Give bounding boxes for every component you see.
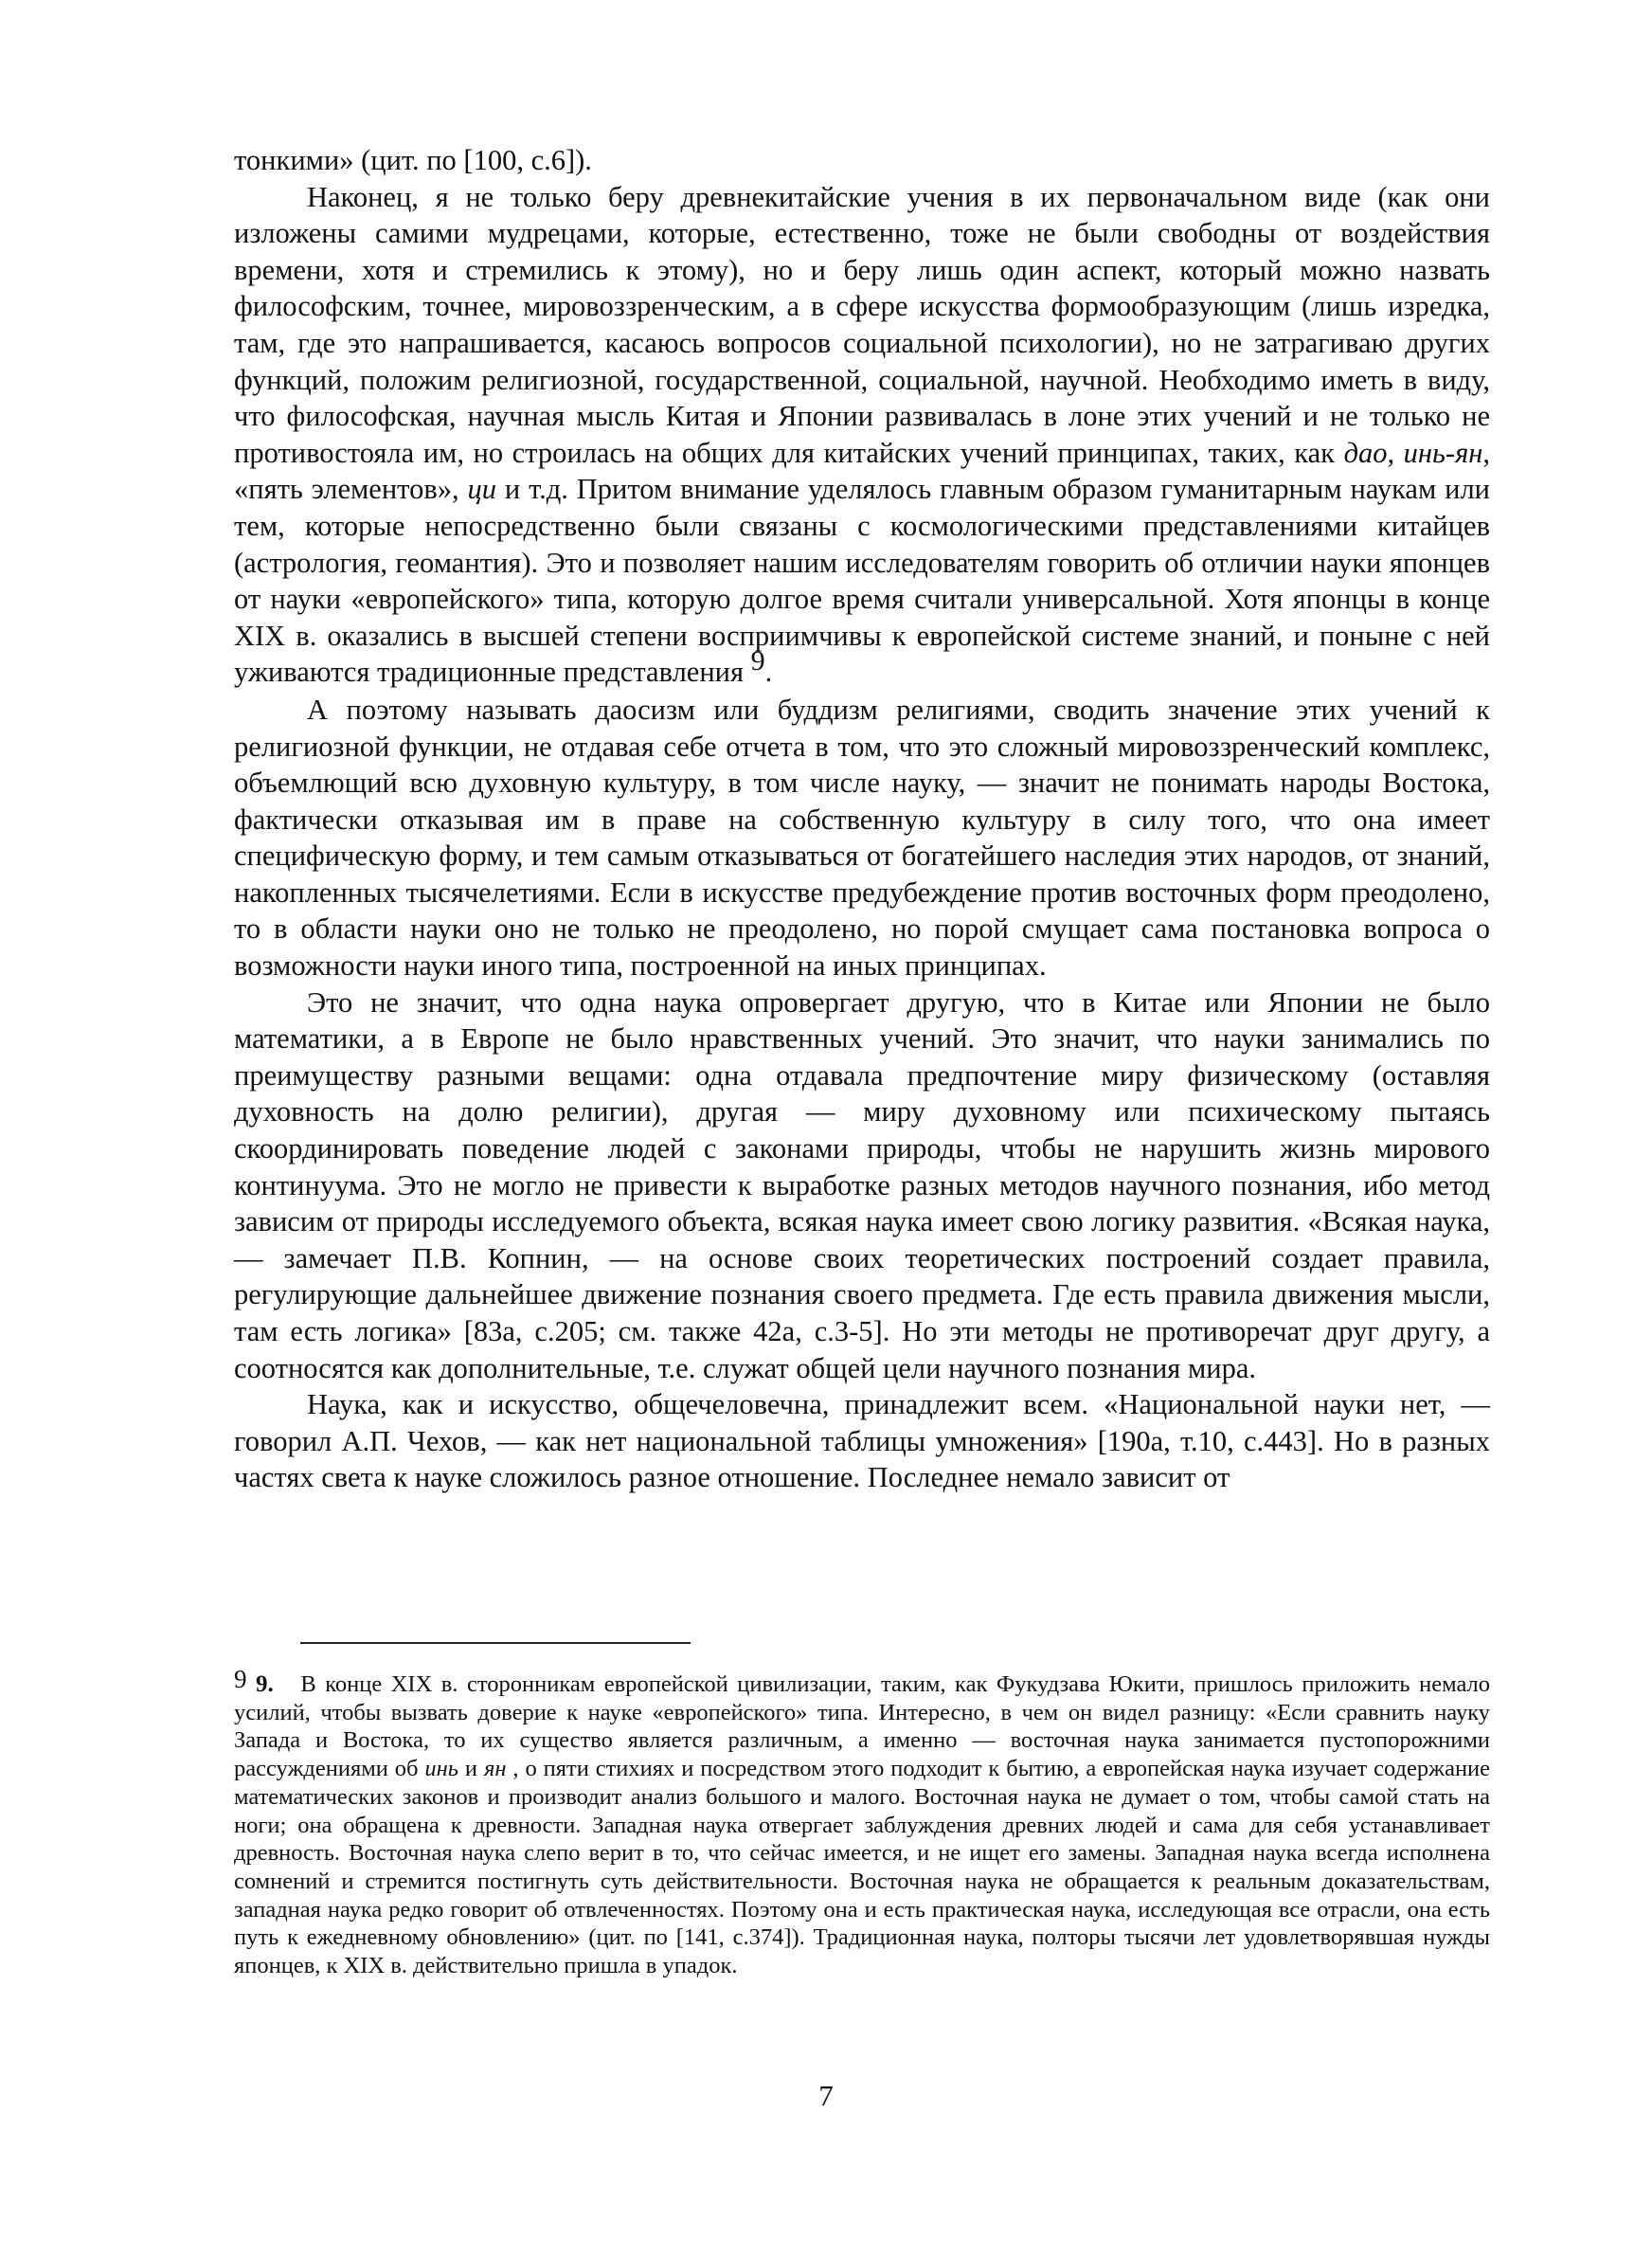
italic-term: ци	[467, 473, 496, 506]
footnote-text: , о пяти стихиях и посредством этого подходит к бытию, а европейская наука изучает содержание математических законов и производит анализ большого и малого. Восточная наука не думает о том, чтобы самой стать на ноги; она обращена к древности. Западная наука отвергает заблуждения древних людей и сама для себя устанавливает древность. Восточная наука слепо верит в то, что сейчас имеется, и не ищет его замены. Западная наука всегда исполнена сомнений и стремится постигнуть суть действительности. Восточная наука не обращается к реальным доказательствам, западная наука редко говорит об отвлеченностях. Поэтому она и есть практическая наука, исследующая все отрасли, она есть путь к ежедневному обновлению» (цит. по [141, с.374]). Традиционная наука, полторы тысячи лет удовлетворявшая нужды японцев, к XIX в. действительно пришла в упадок.	[234, 1756, 1491, 1979]
paragraph-continuation: тонкими» (цит. по [100, с.6]).	[234, 144, 592, 176]
paragraph: А поэтому называть даосизм или буддизм религиями, сводить значение этих учений к религиозной функции, не отдавая себе отчета в том, что это сложный мировоззренческий комплекс, объемлющий всю духовную культуру, в том числе науку, — значит не понимать народы Востока, фактически отказывая им в праве на собственную культуру в силу того, что она имеет специфическую форму, и тем самым отказываться от богатейшего наследия этих народов, от знаний, накопленных тысячелетиями. Если в искусстве предубеждение против восточных форм преодолено, то в области науки оно не только не преодолено, но порой смущает сама постановка вопроса о возможности науки иного типа, построенной на иных принципах.	[234, 693, 1490, 983]
footnote-text: В конце XIX в. сторонникам европейской цивилизации, таким, как Фукудзава Юкити, пришлось приложить немало усилий, чтобы вызвать доверие к науке «европейского» типа. Интересно, в чем он видел разницу: «Если сравнить науку Запада и Востока, то их существо является различным, а именно — восточная наука занимается пустопорожними рассуждениями об	[234, 1671, 1491, 1782]
footnotes	[234, 1665, 1491, 1980]
footnote-text: и	[464, 1756, 478, 1782]
page-number: 7	[818, 2079, 834, 2112]
paragraph-text: .	[764, 656, 773, 689]
footnote-reference[interactable]: 9	[750, 645, 765, 677]
main-text	[234, 142, 1490, 1496]
paragraph: Это не значит, что одна наука опровергает другую, что в Китае или Японии не было математики, а в Европе не было нравственных учений. Это значит, что науки занимались по преимуществу разными вещами: одна отдавала предпочтение миру физическому (оставляя духовность на долю религии), другая — миру духовному или психическому пытаясь скоординировать поведение людей с законами природы, чтобы не нарушить жизнь мирового континуума. Это не могло не привести к выработке разных методов научного познания, ибо метод зависим от природы исследуемого объекта, всякая наука имеет свою логику развития. «Всякая наука, — замечает П.В. Копнин, — на основе своих теоретических построений создает правила, регулирующие дальнейшее движение познания своего предмета. Где есть правила движения мысли, там есть логика» [83а, с.205; см. также 42а, с.3-5]. Но эти методы не противоречат друг другу, а соотносятся как дополнительные, т.е. служат общей цели научного познания мира.	[234, 985, 1490, 1384]
footnote-divider	[300, 1642, 691, 1644]
paragraph: Наука, как и искусство, общечеловечна, принадлежит всем. «Национальной науки нет, — говорил А.П. Чехов, — как нет национальной таблицы умножения» [190а, т.10, с.443]. Но в разных частях света к науке сложилось разное отношение. Последнее немало зависит от	[234, 1388, 1490, 1494]
italic-term: инь	[424, 1756, 458, 1782]
italic-term: ян	[483, 1756, 507, 1782]
paragraph-text: и т.д. Притом внимание уделялось главным образом гуманитарным наукам или тем, которые непосредственно были связаны с космологическими представлениями китайцев (астрология, геомантия). Это и позволяет нашим исследователям говорить об отличии науки японцев от науки «европейского» типа, которую долгое время считали универсальной. Хотя японцы в конце XIX в. оказались в высшей степени восприимчивы к европейской системе знаний, и поныне с ней уживаются традиционные представления	[234, 473, 1490, 689]
paragraph-text: , «пять элементов»,	[234, 436, 1491, 506]
paragraph	[234, 179, 1490, 692]
footnote	[234, 1665, 1491, 1980]
italic-term: дао, инь-ян	[1343, 436, 1483, 469]
paragraph-text: Наконец, я не только беру древнекитайские учения в их первоначальном виде (как они изложены самими мудрецами, которые, естественно, тоже не были свободны от воздействия времени, хотя и стремились к этому), но и беру лишь один аспект, который можно назвать философским, точнее, мировоззренческим, а в сфере искусства формообразующим (лишь изредка, там, где это напрашивается, касаюсь вопросов социальной психологии), но не затрагиваю других функций, положим религиозной, государственной, социальной, научной. Необходимо иметь в виду, что философская, научная мысль Китая и Японии развивалась в лоне этих учений и не только не противостояла им, но строилась на общих для китайских учений принципах, таких, как	[234, 180, 1490, 469]
footnote-number: 9.	[256, 1671, 274, 1697]
footnote-mark: 9	[234, 1665, 247, 1693]
